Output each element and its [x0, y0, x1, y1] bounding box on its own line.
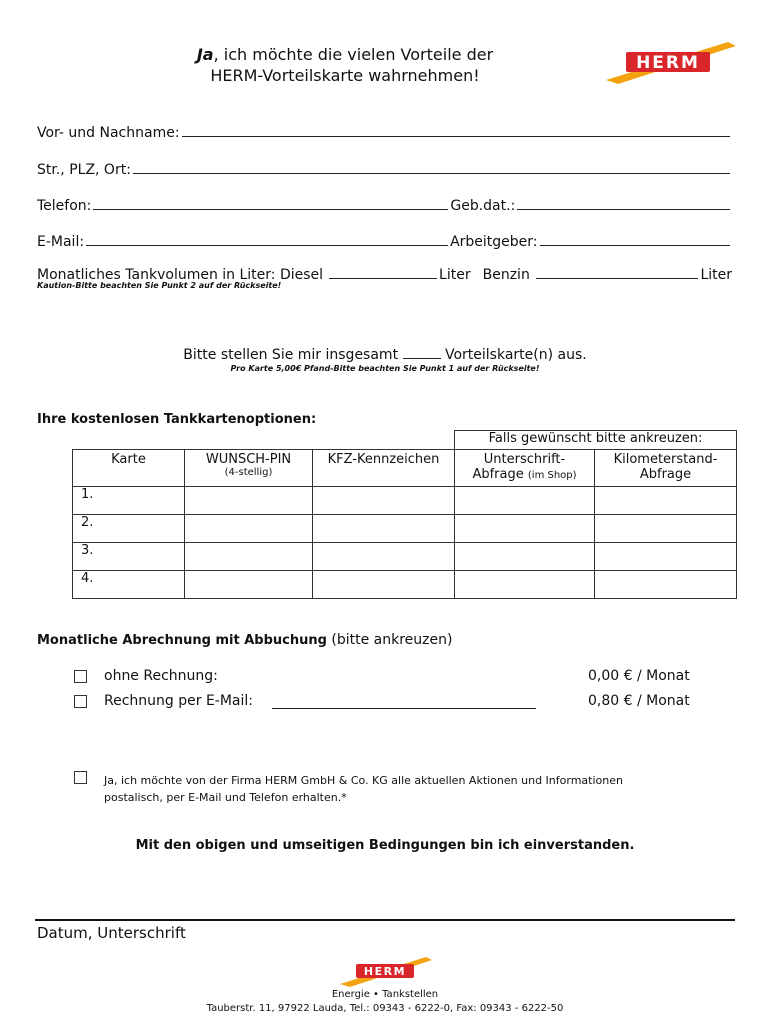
no-invoice-price: 0,00 € / Monat [588, 668, 690, 684]
col-header-signature-check: Unterschrift- Abfrage (im Shop) [455, 450, 595, 487]
checkbox-group-header: Falls gewünscht bitte ankreuzen: [455, 431, 737, 450]
herm-logo [598, 40, 736, 86]
table-row [73, 571, 737, 599]
pin-cell[interactable] [185, 571, 313, 599]
col-header-pin: WUNSCH-PIN (4-stellig) [185, 450, 313, 487]
title-emphasis: Ja [196, 45, 214, 64]
employer-label: Arbeitgeber: [450, 234, 538, 250]
consent-line-1: Ja, ich möchte von der Firma HERM GmbH & Co. KG alle aktuellen Aktionen und Informationen [104, 774, 623, 787]
title-line-2: HERM-Vorteilskarte wahrnehmen! [210, 66, 480, 85]
title-line-1 [120, 44, 570, 65]
name-input-line[interactable] [182, 122, 730, 137]
table-row [73, 515, 737, 543]
diesel-input-line[interactable] [329, 264, 437, 279]
herm-logo-footer [336, 956, 432, 988]
tank-volume-label: Monatliches Tankvolumen in Liter: Diesel [37, 267, 324, 283]
pin-cell[interactable] [185, 487, 313, 515]
liter-unit-2: Liter [700, 267, 732, 283]
invoice-email-input-line[interactable] [272, 696, 536, 709]
row-number: 4. [73, 571, 185, 599]
deposit-note: Kaution-Bitte beachten Sie Punkt 2 auf der Rückseite! [37, 281, 282, 290]
address-input-line[interactable] [133, 159, 730, 174]
email-invoice-label: Rechnung per E-Mail: [104, 693, 253, 709]
mileage-check-cell[interactable] [595, 515, 737, 543]
mileage-check-cell[interactable] [595, 571, 737, 599]
row-number: 1. [73, 487, 185, 515]
phone-input-line[interactable] [93, 195, 448, 210]
signature-line[interactable] [35, 919, 735, 921]
marketing-consent-text [104, 772, 623, 806]
consent-line-2: postalisch, per E-Mail und Telefon erhalten.* [104, 791, 347, 804]
phone-field-row [37, 195, 732, 214]
signature-check-cell[interactable] [455, 515, 595, 543]
row-number: 3. [73, 543, 185, 571]
employer-input-line[interactable] [540, 231, 730, 246]
birthdate-label: Geb.dat.: [450, 198, 516, 214]
signature-check-cell[interactable] [455, 487, 595, 515]
mileage-check-cell[interactable] [595, 487, 737, 515]
form-title [120, 44, 570, 86]
plate-cell[interactable] [313, 571, 455, 599]
email-input-line[interactable] [86, 231, 448, 246]
plate-cell[interactable] [313, 543, 455, 571]
title-rest: , ich möchte die vielen Vorteile der [213, 45, 494, 64]
signature-label: Datum, Unterschrift [37, 924, 186, 942]
billing-heading [37, 632, 452, 648]
plate-cell[interactable] [313, 515, 455, 543]
billing-heading-bold: Monatliche Abrechnung mit Abbuchung [37, 633, 327, 648]
footer-address: Tauberstr. 11, 97922 Lauda, Tel.: 09343 - 6222-0, Fax: 09343 - 6222-50 [206, 1003, 564, 1014]
email-field-row [37, 231, 732, 250]
email-label: E-Mail: [37, 234, 85, 250]
address-field-row [37, 159, 732, 178]
name-label: Vor- und Nachname: [37, 125, 180, 141]
email-invoice-price: 0,80 € / Monat [588, 693, 690, 709]
phone-label: Telefon: [37, 198, 92, 214]
table-row [73, 543, 737, 571]
card-options-table [72, 430, 737, 599]
birthdate-input-line[interactable] [517, 195, 730, 210]
email-invoice-checkbox[interactable] [74, 695, 87, 708]
liter-unit-1: Liter [439, 267, 471, 283]
footer-logo-text: HERM [363, 965, 407, 978]
col-header-mileage-check: Kilometerstand- Abfrage [595, 450, 737, 487]
pin-cell[interactable] [185, 543, 313, 571]
address-label: Str., PLZ, Ort: [37, 162, 131, 178]
footer-tagline: Energie • Tankstellen [331, 989, 439, 1000]
row-number: 2. [73, 515, 185, 543]
order-line [0, 346, 770, 363]
col-header-plate: KFZ-Kennzeichen [313, 450, 455, 487]
pin-cell[interactable] [185, 515, 313, 543]
card-count-input-line[interactable] [403, 346, 441, 359]
logo-text: HERM [636, 53, 700, 73]
marketing-consent-checkbox[interactable] [74, 771, 87, 784]
name-field-row [37, 122, 732, 141]
benzin-input-line[interactable] [536, 264, 699, 279]
plate-cell[interactable] [313, 487, 455, 515]
billing-heading-rest: (bitte ankreuzen) [326, 632, 453, 648]
options-heading: Ihre kostenlosen Tankkartenoptionen: [37, 412, 317, 427]
signature-check-cell[interactable] [455, 571, 595, 599]
no-invoice-checkbox[interactable] [74, 670, 87, 683]
agreement-statement: Mit den obigen und umseitigen Bedingungen bin ich einverstanden. [135, 838, 635, 853]
mileage-check-cell[interactable] [595, 543, 737, 571]
col-header-pin-sub: (4-stellig) [224, 467, 273, 478]
col-header-card: Karte [73, 450, 185, 487]
benzin-label: Benzin [482, 267, 530, 283]
order-text-before: Bitte stellen Sie mir insgesamt [183, 347, 399, 363]
table-row [73, 487, 737, 515]
order-text-after: Vorteilskarte(n) aus. [444, 347, 587, 363]
signature-check-cell[interactable] [455, 543, 595, 571]
no-invoice-label: ohne Rechnung: [104, 668, 218, 684]
order-deposit-note: Pro Karte 5,00€ Pfand-Bitte beachten Sie Punkt 1 auf der Rückseite! [230, 364, 540, 373]
